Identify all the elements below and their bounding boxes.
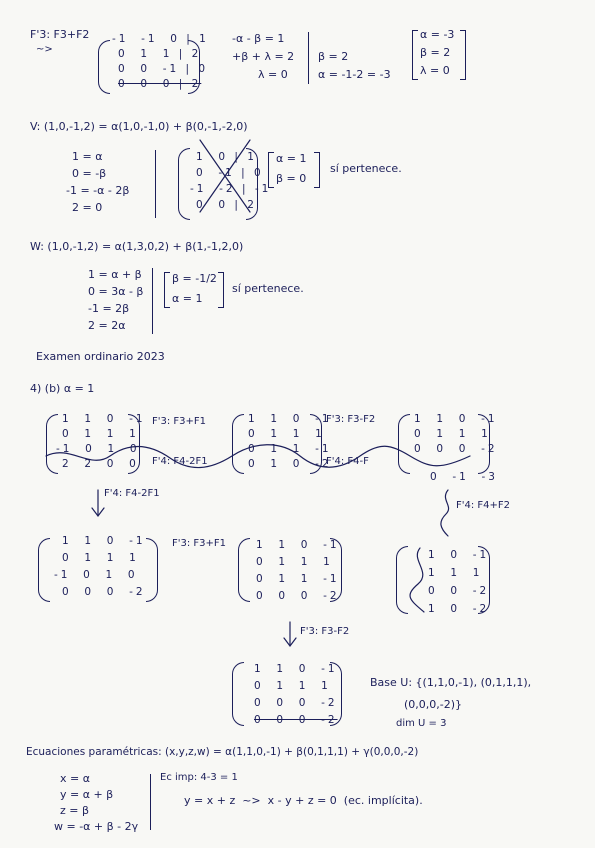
matrix-row: 0 0 -1 | 0 <box>118 63 209 75</box>
matrix-row: 0 1 0 -2 <box>248 458 332 470</box>
system-line: λ = 0 <box>258 68 288 81</box>
parametric-line: y = α + β <box>60 788 114 801</box>
parametric-equation: Ecuaciones paramétricas: (x,y,z,w) = α(1,1,0,-1) + β(0,1,1,1) + γ(0,0,0,-2) <box>26 746 419 758</box>
system-line: -α - β = 1 <box>232 32 285 45</box>
matrix-row-crossed: 0 0 0 -2 <box>254 714 338 726</box>
basis-line: Base U: {(1,1,0,-1), (0,1,1,1), <box>370 676 532 689</box>
row-operation-label: F'3: F3+F1 <box>172 538 227 549</box>
matrix-paren-left <box>238 538 250 602</box>
system-line: 1 = α <box>72 150 103 163</box>
matrix-row: 0 1 1 -1 <box>248 443 332 455</box>
matrix-row: 1 1 0 -1 <box>62 413 146 425</box>
matrix-paren-right <box>330 662 342 726</box>
matrix-row: 1 1 0 -1 <box>414 413 498 425</box>
row-operation-label: F'3: F3+F1 <box>152 416 207 427</box>
matrix-row: 1 1 0 -1 <box>248 413 332 425</box>
matrix-row: 0 1 1 1 <box>254 680 331 692</box>
result-bracket-left <box>268 152 274 188</box>
result-bracket-right <box>460 30 466 80</box>
matrix-row: -1 -2 | -1 <box>190 183 272 195</box>
matrix-paren-right <box>330 538 342 602</box>
matrix-paren-left <box>232 414 244 474</box>
matrix-row: 1 1 0 -1 <box>254 663 338 675</box>
result-line: λ = 0 <box>420 64 450 77</box>
matrix-row: 2 2 0 0 <box>62 458 139 470</box>
matrix-row: 1 1 0 -1 <box>256 539 340 551</box>
result-line: α = 1 <box>172 292 203 305</box>
system-bracket <box>150 774 151 830</box>
result-bracket-left <box>412 30 418 80</box>
matrix-row: 0 1 1 -1 <box>256 573 340 585</box>
matrix-paren-left <box>178 148 190 220</box>
matrix-row: 0 0 -2 <box>428 585 490 597</box>
result-line: β = 0 <box>276 172 307 185</box>
matrix-row: 0 0 0 -2 <box>62 586 146 598</box>
system-line: 2 = 0 <box>72 201 103 214</box>
system-bracket <box>308 32 309 84</box>
solution-line: α = -1-2 = -3 <box>318 68 391 81</box>
matrix-row: 0 0 0 -2 <box>414 443 498 455</box>
result-bracket-right <box>218 272 224 308</box>
matrix-paren-left <box>396 546 408 614</box>
matrix-row: -1 -1 0 | 1 <box>112 33 209 45</box>
matrix-row: 1 0 -2 <box>428 603 490 615</box>
system-line: +β + λ = 2 <box>232 50 295 63</box>
row-operation-label: F'4: F4+F2 <box>456 500 511 511</box>
result-bracket-right <box>314 152 320 188</box>
part-label: 4) (b) α = 1 <box>30 382 95 395</box>
membership-equation: V: (1,0,-1,2) = α(1,0,-1,0) + β(0,-1,-2,0) <box>30 120 248 133</box>
matrix-row: 0 1 1 1 <box>62 428 139 440</box>
matrix-row: -1 0 1 0 <box>56 443 140 455</box>
system-line: 0 = -β <box>72 167 107 180</box>
parametric-line: x = α <box>60 772 90 785</box>
result-line: β = -1/2 <box>172 272 217 285</box>
parametric-line: w = -α + β - 2γ <box>54 820 139 833</box>
conclusion-note: sí pertenece. <box>330 162 402 175</box>
parametric-line: z = β <box>60 804 90 817</box>
matrix-row: 0 -1 -3 <box>430 471 498 483</box>
system-line: 0 = 3α - β <box>88 285 144 298</box>
matrix-row-crossed: 0 0 0 | 2 <box>118 78 202 90</box>
system-line: 1 = α + β <box>88 268 142 281</box>
conclusion-note: sí pertenece. <box>232 282 304 295</box>
row-operation-label: F'3: F3-F2 <box>326 414 376 425</box>
result-bracket-left <box>164 272 170 308</box>
matrix-paren-right <box>188 40 200 94</box>
row-operation-label: F'4: F4-2F1 <box>104 488 160 499</box>
matrix-row: 1 1 1 <box>428 567 483 579</box>
matrix-row: 0 1 1 1 <box>248 428 325 440</box>
matrix-paren-left <box>98 40 110 94</box>
result-line: β = 2 <box>420 46 451 59</box>
matrix-row: 0 0 0 -2 <box>256 590 340 602</box>
system-line: 2 = 2α <box>88 319 126 332</box>
row-operation-label: F'4: F4-2F1 <box>152 456 208 467</box>
matrix-paren-right <box>128 414 140 474</box>
row-operation-label: F'4: F4-F <box>326 456 369 467</box>
system-line: -1 = -α - 2β <box>66 184 130 197</box>
matrix-paren-right <box>246 148 258 220</box>
result-line: α = 1 <box>276 152 307 165</box>
matrix-row: 0 1 1 1 <box>414 428 491 440</box>
result-line: α = -3 <box>420 28 455 41</box>
row-operation-label: F'3: F3+F2 <box>30 28 90 41</box>
system-bracket <box>152 268 153 334</box>
matrix-paren-left <box>38 538 50 602</box>
matrix-paren-right <box>478 414 490 474</box>
matrix-row: 1 0 -1 <box>428 549 490 561</box>
matrix-row: -1 0 1 0 <box>54 569 138 581</box>
implicit-equation: y = x + z ~> x - y + z = 0 (ec. implícita). <box>184 794 423 807</box>
solution-line: β = 2 <box>318 50 349 63</box>
matrix-row: 1 1 0 -1 <box>62 535 146 547</box>
matrix-paren-right <box>146 538 158 602</box>
matrix-row: 0 1 1 1 <box>62 552 139 564</box>
matrix-row: 0 1 1 1 <box>256 556 333 568</box>
row-operation-label: F'3: F3-F2 <box>300 626 350 637</box>
basis-line: (0,0,0,-2)} <box>404 698 463 711</box>
dimension-label: dim U = 3 <box>396 718 447 729</box>
matrix-row: 0 0 0 -2 <box>254 697 338 709</box>
matrix-row: 0 1 1 | 2 <box>118 48 202 60</box>
system-line: -1 = 2β <box>88 302 130 315</box>
system-bracket <box>155 150 156 218</box>
arrow-label: ~> <box>36 44 53 55</box>
matrix-paren-right <box>310 414 322 474</box>
implicit-count: Ec imp: 4-3 = 1 <box>160 772 238 783</box>
matrix-row: 1 0 | 1 <box>196 151 257 163</box>
membership-equation: W: (1,0,-1,2) = α(1,3,0,2) + β(1,-1,2,0) <box>30 240 244 253</box>
matrix-row: 0 0 | 2 <box>196 199 257 211</box>
matrix-row: 0 -1 | 0 <box>196 167 264 179</box>
matrix-paren-right <box>478 546 490 614</box>
matrix-paren-left <box>232 662 244 726</box>
exam-heading: Examen ordinario 2023 <box>36 350 165 363</box>
matrix-paren-left <box>398 414 410 474</box>
